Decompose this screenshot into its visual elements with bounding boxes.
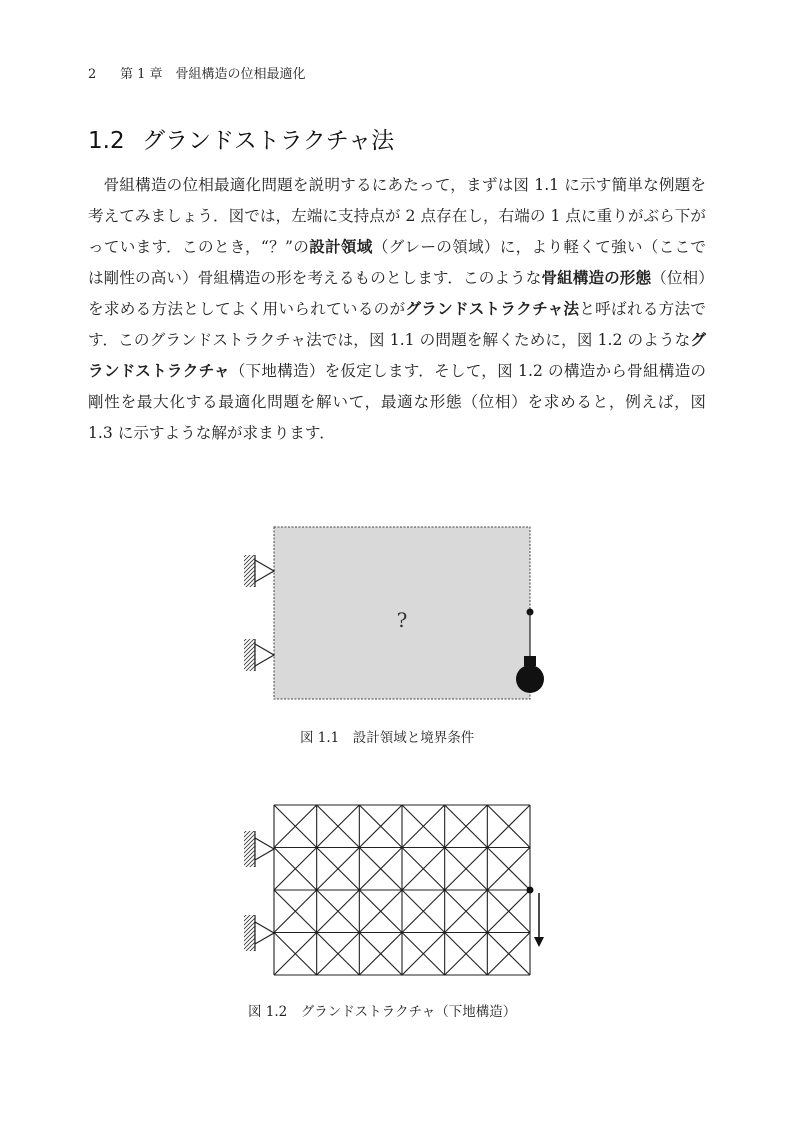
text-run: （下地構造）を仮定します．そして，図 1.2 の構造から骨組構造の剛性を最大化する最適化問題を解いて，最適な形態（位相）を求めると，例えば，図 1.3 に示すような解が求まります． xyxy=(88,362,706,442)
bold-term: 設計領域 xyxy=(309,238,373,256)
page-number: 2 xyxy=(88,67,97,82)
text-run: と呼ばれる方法です．このグランドストラクチャ法では，図 1.1 の問題を解くために，図 1.2 のような xyxy=(88,300,706,349)
bold-term: グランドストラクチャ法 xyxy=(405,300,580,318)
figure-1-2 xyxy=(230,795,560,985)
text-run: 骨組構造の位相最適化問題を説明するにあたって，まずは図 1.1 に示す簡単な例題を考えてみましょう．図では，左端に支持点が 2 点存在し，右端の 1 点に重りがぶら下がっています．このとき，“？”の xyxy=(88,176,706,256)
load-arrow xyxy=(527,887,545,948)
body-paragraph xyxy=(88,170,706,449)
text-run: （位相）を求める方法としてよく用いられているのが xyxy=(88,269,706,318)
support-top xyxy=(244,831,274,867)
figure-1-1-caption: 図 1.1 設計領域と境界条件 xyxy=(300,730,475,746)
running-head xyxy=(88,63,306,82)
text-run: （グレーの領域）に，より軽くて強い（ここでは剛性の高い）骨組構造の形を考えるものとします．このような xyxy=(88,238,706,287)
ground-structure-grid xyxy=(274,805,530,975)
question-mark: ? xyxy=(396,608,408,632)
support-bottom xyxy=(244,639,274,671)
support-bottom xyxy=(244,915,274,951)
section-number: 1.2 xyxy=(88,128,125,154)
chapter-title: 第 1 章 骨組構造の位相最適化 xyxy=(120,67,306,82)
section-heading xyxy=(88,122,394,155)
bold-term: 骨組構造の形態 xyxy=(541,269,652,287)
support-top xyxy=(244,555,274,587)
figure-1-2-caption: 図 1.2 グランドストラクチャ（下地構造） xyxy=(248,1004,517,1020)
figure-1-1 xyxy=(230,515,560,715)
bold-term: グランドストラクチャ xyxy=(88,331,706,380)
section-title: グランドストラクチャ法 xyxy=(142,128,395,154)
